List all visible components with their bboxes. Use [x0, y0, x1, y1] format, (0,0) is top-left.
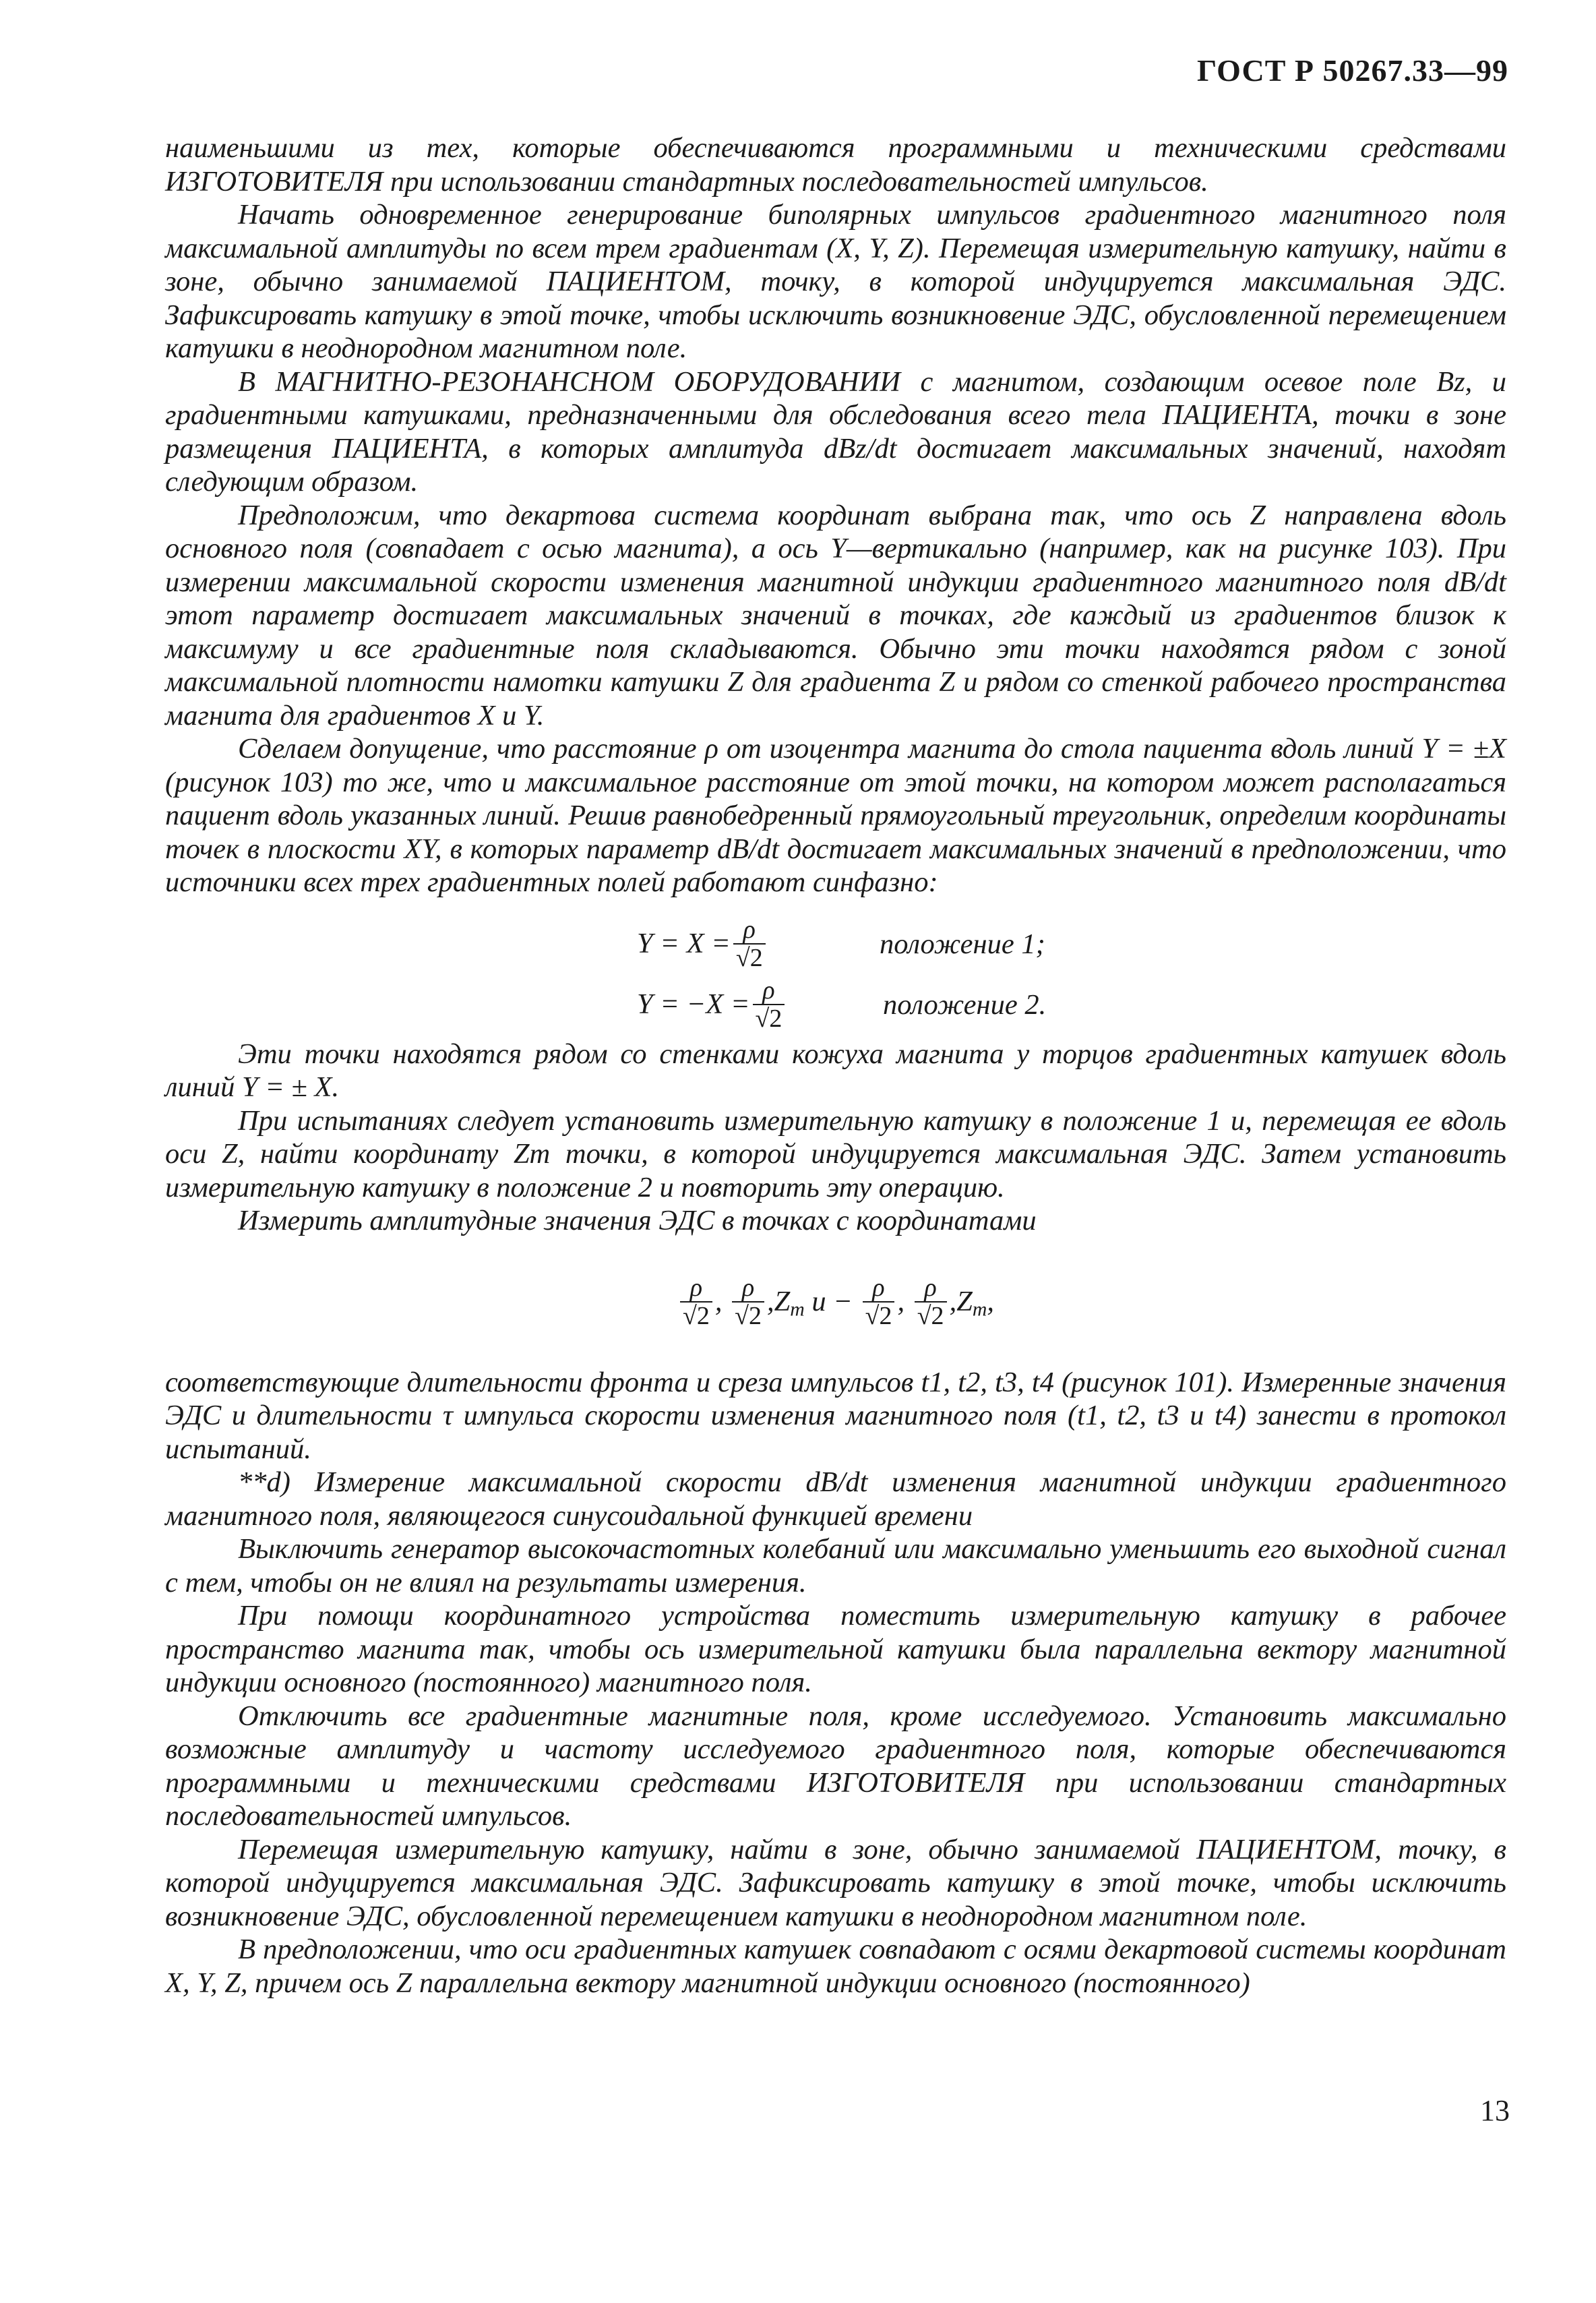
document-code-header: ГОСТ Р 50267.33—99	[1197, 53, 1508, 88]
position-label: положение 1;	[880, 928, 1045, 960]
paragraph: В предположении, что оси градиентных катушек совпадают с осями декартовой системы координат X, Y, Z, причем ось Z параллельна вектору магнитной индукции основного (постоянного)	[165, 1934, 1506, 1999]
fraction-numerator: ρ	[872, 1273, 885, 1302]
fraction-denominator: √2	[753, 1004, 785, 1032]
paragraph: Выключить генератор высокочастотных колебаний или максимально уменьшить его выходной сигнал с тем, чтобы он не влиял на результаты измерения.	[165, 1533, 1506, 1598]
fraction-numerator: ρ	[689, 1273, 703, 1302]
comma: ,	[949, 1285, 957, 1317]
fraction-denominator: √2	[732, 1301, 764, 1329]
fraction-numerator: ρ	[762, 976, 775, 1005]
formula-lhs: Y = −X =	[637, 988, 750, 1020]
formula-lhs: Y = X =	[637, 927, 731, 959]
comma: ,	[767, 1285, 774, 1317]
fraction-numerator: ρ	[743, 915, 756, 944]
paragraph: Отключить все градиентные магнитные поля, кроме исследуемого. Установить максимально возможные амплитуду и частоту исследуемого градиентного поля, которые обеспечиваются программными и техническими средствами ИЗГОТОВИТЕЛЯ при использовании стандартных последовательностей импульсов.	[165, 1700, 1506, 1832]
paragraph: **d) Измерение максимальной скорости dB/dt изменения магнитной индукции градиентного магнитного поля, являющегося синусоидальной функцией времени	[165, 1466, 1506, 1532]
paragraph: Предположим, что декартова система координат выбрана так, что ось Z направлена вдоль основного поля (совпадает с осью магнита), а ось Y—вертикально (например, как на рисунке 103). При измерении максимальной скорости изменения магнитной индукции градиентного магнитного поля dB/dt этот параметр достигает максимальных значений в точках, где каждый из градиентов близок к максимуму и все градиентные поля складываются. Обычно эти точки находятся рядом с зоной максимальной плотности намотки катушки Z для градиента Z и рядом со стенкой рабочего пространства магнита для градиентов X и Y.	[165, 499, 1506, 731]
fraction-denominator: √2	[733, 943, 766, 971]
conjunction: и −	[811, 1285, 853, 1317]
paragraph: При испытаниях следует установить измерительную катушку в положение 1 и, перемещая ее вдоль оси Z, найти координату Zm точки, в которой индуцируется максимальная ЭДС. Затем установить измерительную катушку в положение 2 и повторить эту операцию.	[165, 1104, 1506, 1203]
paragraph: В МАГНИТНО-РЕЗОНАНСНОМ ОБОРУДОВАНИИ с магнитом, создающим осевое поле Bz, и градиентными катушками, предназначенными для обследования всего тела ПАЦИЕНТА, точки в зоне размещения ПАЦИЕНТА, в которых амплитуда dBz/dt достигает максимальных значений, находят следующим образом.	[165, 365, 1506, 498]
fraction-numerator: ρ	[741, 1273, 755, 1302]
fraction	[680, 1274, 712, 1329]
paragraph: Измерить амплитудные значения ЭДС в точках с координатами	[238, 1205, 1037, 1236]
fraction	[732, 1274, 764, 1329]
z-coordinate: $Z_m$	[774, 1285, 805, 1321]
page-number: 13	[1480, 2094, 1510, 2127]
paragraph: наименьшими из тех, которые обеспечиваются программными и техническими средствами ИЗГОТОВИТЕЛЯ при использовании стандартных последовательностей импульсов.	[165, 132, 1506, 198]
fraction-denominator: √2	[680, 1301, 712, 1329]
fraction	[915, 1274, 947, 1329]
formula-position-1	[637, 916, 768, 971]
fraction-numerator: ρ	[924, 1273, 937, 1302]
fraction	[863, 1274, 895, 1329]
paragraph: Сделаем допущение, что расстояние ρ от изоцентра магнита до стола пациента вдоль линий Y = ±X (рисунок 103) то же, что и максимальное расстояние от этой точки, на котором может располагаться пациент вдоль указанных линий. Решив равнобедренный прямоугольный треугольник, определим координаты точек в плоскости XY, в которых параметр dB/dt достигает максимальных значений в предположении, что источники всех трех градиентных полей работают синфазно:	[165, 733, 1506, 898]
fraction	[753, 977, 785, 1032]
fraction-denominator: √2	[915, 1301, 947, 1329]
paragraph: Эти точки находятся рядом со стенками кожуха магнита у торцов градиентных катушек вдоль линий Y = ± X.	[165, 1038, 1506, 1103]
comma: ,	[714, 1285, 723, 1317]
document-body	[165, 131, 1506, 2000]
paragraph: При помощи координатного устройства поместить измерительную катушку в рабочее пространство магнита так, чтобы ось измерительной катушки была параллельна вектору магнитной индукции основного (постоянного) магнитного поля.	[165, 1600, 1506, 1698]
formula-position-2	[637, 977, 787, 1032]
z-coordinate: $Z_m$	[956, 1285, 987, 1321]
paragraph: Начать одновременное генерирование биполярных импульсов градиентного магнитного поля максимальной амплитуды по всем трем градиентам (X, Y, Z). Перемещая измерительную катушку, найти в зоне, обычно занимаемой ПАЦИЕНТОМ, точку, в которой индуцируется максимальная ЭДС. Зафиксировать катушку в этой точке, чтобы исключить возникновение ЭДС, обусловленной перемещением катушки в неоднородном магнитном поле.	[165, 199, 1506, 364]
fraction	[733, 916, 766, 971]
position-formulas	[165, 899, 1506, 1038]
fraction-denominator: √2	[863, 1301, 895, 1329]
position-label: положение 2.	[883, 988, 1047, 1021]
comma: ,	[897, 1285, 905, 1317]
paragraph: соответствующие длительности фронта и среза импульсов t1, t2, t3, t4 (рисунок 101). Измеренные значения ЭДС и длительности τ импульса скорости изменения магнитного поля (t1, t2, t3 и t4) занести в протокол испытаний.	[165, 1366, 1506, 1465]
paragraph: Перемещая измерительную катушку, найти в зоне, обычно занимаемой ПАЦИЕНТОМ, точку, в которой индуцируется максимальная ЭДС. Зафиксировать катушку в этой точке, чтобы исключить возникновение ЭДС, обусловленной перемещением катушки в неоднородном магнитном поле.	[165, 1833, 1506, 1932]
coordinates-formula: $\frac{\rho}{√2}$ , $\frac{\rho}{√2}$ , $Z_m$ и − $\frac{\rho}{√2}$ , $\frac{\rho}{√2}$ , $Z_m$ ,	[165, 1238, 1506, 1366]
